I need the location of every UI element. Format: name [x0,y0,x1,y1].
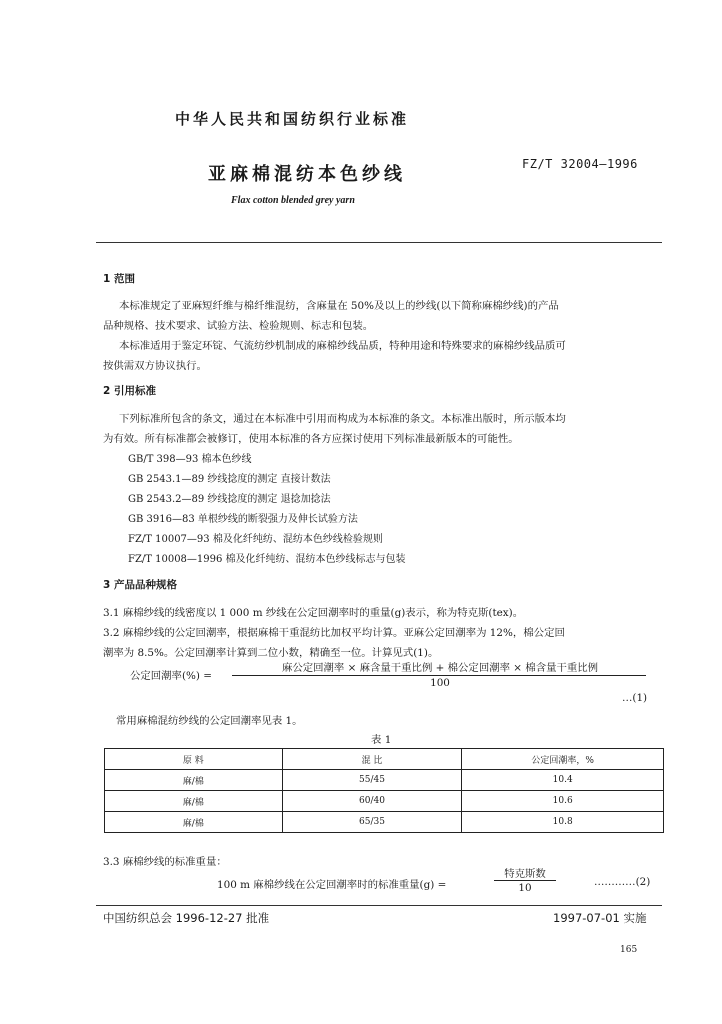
standard-code: FZ/T 32004—1996 [522,157,638,171]
table-row [105,791,664,812]
table-intro: 常用麻棉混纺纱线的公定回潮率见表 1。 [116,715,303,727]
table-cell: 60/40 [282,791,462,812]
section-2-heading: 2 引用标准 [103,385,156,397]
table-cell: 麻/棉 [105,770,283,791]
moisture-regain-table [104,748,664,833]
footer-divider [96,905,662,906]
table-cell: 麻/棉 [105,812,283,833]
reference-item: FZ/T 10007—93 棉及化纤纯纺、混纺本色纱线检验规则 [128,534,383,545]
table-header-cell: 原 料 [105,749,283,770]
reference-item: GB 2543.1—89 纱线捻度的测定 直接计数法 [128,474,331,485]
table-cell: 55/45 [282,770,462,791]
paragraph: 为有效。所有标准都会被修订，使用本标准的各方应探讨使用下列标准最新版本的可能性。 [103,433,519,445]
formula-1-denominator: 100 [430,677,450,689]
table-header-row [105,749,664,770]
table-cell: 10.6 [462,791,664,812]
formula-1-numerator: 麻公定回潮率 × 麻含量干重比例 + 棉公定回潮率 × 棉含量干重比例 [281,662,599,674]
table-header-cell: 公定回潮率，% [462,749,664,770]
issuing-organization: 中华人民共和国纺织行业标准 [175,110,410,128]
section-1-heading: 1 范围 [103,273,135,285]
header-divider [96,242,662,243]
paragraph: 按供需双方协议执行。 [103,360,207,372]
formula-2-numerator: 特克斯数 [504,868,546,880]
paragraph: 下列标准所包含的条文，通过在本标准中引用而构成为本标准的条文。本标准出版时，所示版本均 [119,413,566,425]
page-number: 165 [620,945,638,955]
paragraph: 3.2 麻棉纱线的公定回潮率，根据麻棉干重混纺比加权平均计算。亚麻公定回潮率为 12%，棉公定回 [103,627,565,639]
formula-2-fraction-line [494,880,556,881]
formula-2-number: …………(2) [594,876,651,888]
formula-2-denominator: 10 [518,882,532,894]
formula-1-fraction-line [232,675,646,676]
paragraph: 3.3 麻棉纱线的标准重量： [103,856,227,868]
table-cell: 麻/棉 [105,791,283,812]
table-row [105,812,664,833]
table-cell: 65/35 [282,812,462,833]
effective-date: 1997-07-01 实施 [553,911,647,925]
section-3-heading: 3 产品品种规格 [103,579,177,591]
paragraph: 品种规格、技术要求、试验方法、检验规则、标志和包装。 [103,320,374,332]
formula-2-lhs: 100 m 麻棉纱线在公定回潮率时的标准重量(g) = [217,879,447,891]
document-title: 亚麻棉混纺本色纱线 [208,164,406,185]
formula-1-lhs: 公定回潮率(%) = [130,670,212,682]
table-row [105,770,664,791]
paragraph: 本标准规定了亚麻短纤维与棉纤维混纺，含麻量在 50%及以上的纱线(以下简称麻棉纱线)的产品 [119,300,559,312]
reference-item: FZ/T 10008—1996 棉及化纤纯纺、混纺本色纱线标志与包装 [128,554,406,565]
table-cell: 10.8 [462,812,664,833]
table-cell: 10.4 [462,770,664,791]
english-title: Flax cotton blended grey yarn [231,195,355,206]
paragraph: 本标准适用于鉴定环锭、气流纺纱机制成的麻棉纱线品质，特种用途和特殊要求的麻棉纱线品质可 [119,340,566,352]
reference-item: GB 3916—83 单根纱线的断裂强力及伸长试验方法 [128,514,358,525]
table-caption: 表 1 [371,734,392,746]
formula-1-number: …(1) [622,692,648,704]
paragraph: 潮率为 8.5%。公定回潮率计算到二位小数，精确至一位。计算见式(1)。 [103,647,439,659]
approval-date: 中国纺织总会 1996-12-27 批准 [103,911,270,925]
paragraph: 3.1 麻棉纱线的线密度以 1 000 m 纱线在公定回潮率时的重量(g)表示，称为特克斯(tex)。 [103,607,524,619]
reference-item: GB 2543.2—89 纱线捻度的测定 退捻加捻法 [128,494,331,505]
table-header-cell: 混 比 [282,749,462,770]
reference-item: GB/T 398—93 棉本色纱线 [128,454,252,465]
